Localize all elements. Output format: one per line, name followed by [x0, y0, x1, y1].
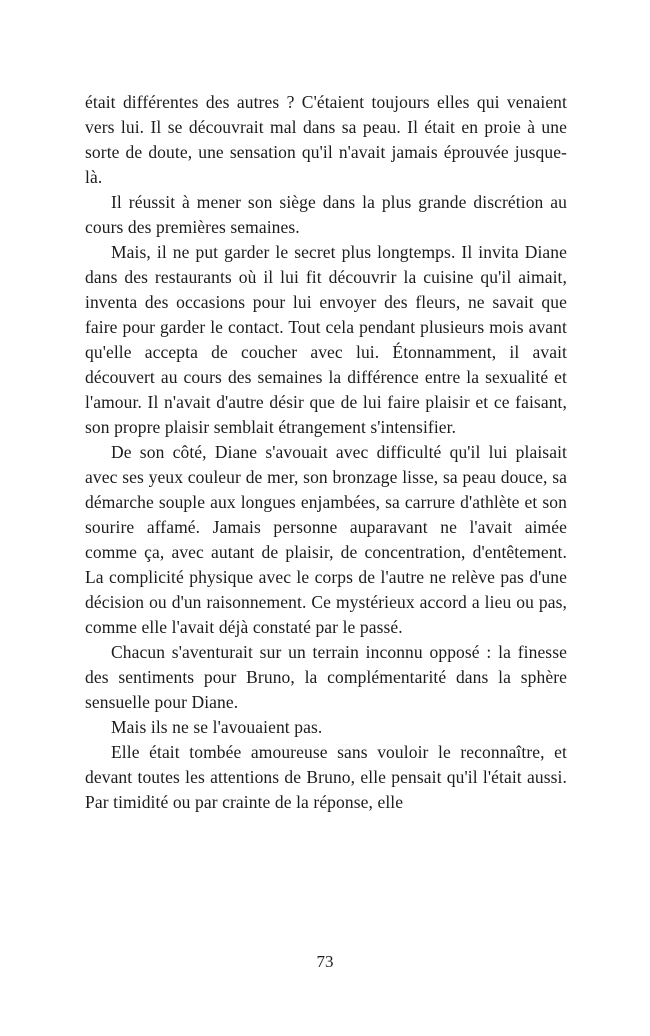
paragraph: Chacun s'aventurait sur un terrain inconnu opposé : la finesse des sentiments pour Bruno, la complémentarité dans la sphère sensuelle pour Diane. [85, 642, 567, 712]
paragraph: De son côté, Diane s'avouait avec difficulté qu'il lui plaisait avec ses yeux couleur de mer, son bronzage lisse, sa peau douce, sa démarche souple aux longues enjambées, sa carrure d'athlète et son sourire affamé. Jamais personne auparavant ne l'avait aimée comme ça, avec autant de plaisir, de concentration, d'entêtement. La complicité physique avec le corps de l'autre ne relève pas d'une décision ou d'un raisonnement. Ce mystérieux accord a lieu ou pas, comme elle l'avait déjà constaté par le passé. [85, 442, 567, 637]
paragraph: Il réussit à mener son siège dans la plus grande discrétion au cours des premières semaines. [85, 192, 567, 237]
paragraph: Mais ils ne se l'avouaient pas. [111, 717, 323, 737]
page-number: 73 [316, 952, 334, 971]
paragraph: Mais, il ne put garder le secret plus longtemps. Il invita Diane dans des restaurants où il lui fit découvrir la cuisine qu'il aimait, inventa des occasions pour lui envoyer des fleurs, ne savait que faire pour garder le contact. Tout cela pendant plusieurs mois avant qu'elle accepta de coucher avec lui. Étonnamment, il avait découvert au cours des semaines la différence entre la sexualité et l'amour. Il n'avait d'autre désir que de lui faire plaisir et ce faisant, son propre plaisir semblait étrangement s'intensifier. [85, 242, 567, 437]
paragraph: était différentes des autres ? C'étaient toujours elles qui venaient vers lui. Il se découvrait mal dans sa peau. Il était en proie à une sorte de doute, une sensation qu'il n'avait jamais éprouvée jusque-là. [85, 92, 567, 187]
paragraph: Elle était tombée amoureuse sans vouloir le reconnaître, et devant toutes les attentions de Bruno, elle pensait qu'il l'était aussi. Par timidité ou par crainte de la réponse, elle [85, 742, 567, 812]
page-text-block [85, 90, 567, 815]
